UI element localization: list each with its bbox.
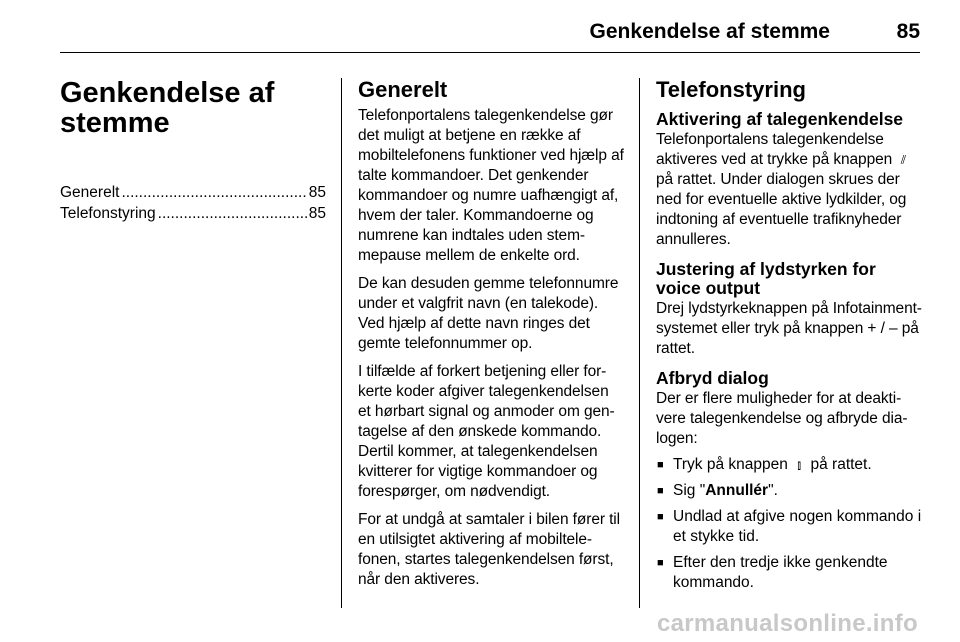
paragraph-activation bbox=[656, 130, 922, 250]
toc-label: Generelt bbox=[60, 184, 120, 201]
text: Tryk på knappen bbox=[673, 456, 793, 473]
chapter-title-line1: Genkendelse af bbox=[60, 77, 275, 109]
list-item bbox=[656, 455, 922, 475]
phone-column bbox=[656, 78, 922, 599]
subheading-abort: Afbryd dialog bbox=[656, 368, 769, 388]
paragraph: I tilfælde af forkert betjening eller forkerte koder afgiver talegenkendelsen et hørbart signal og anmoder om gentagelse af den ønskede kommando. Dertil kommer, at talegenkendelsen kvitterer for vigtige kommandoer og forespørger, om nødvendigt. bbox=[358, 363, 615, 500]
text: på rattet. Under dialogen skrues der ned for eventuelle aktive lydkilder, og indtoning af eventuelle trafiknyheder annulleres. bbox=[656, 171, 907, 248]
toc-label: Telefonstyring bbox=[60, 205, 156, 222]
subheading-volume: Justering af lydstyrken for voice output bbox=[656, 259, 876, 298]
general-column bbox=[358, 78, 624, 598]
chapter-title bbox=[60, 78, 326, 138]
list-item: ■ Undlad at afgive nogen kommando i et stykke tid. bbox=[656, 507, 922, 547]
column-divider-1 bbox=[341, 78, 342, 608]
page-header bbox=[60, 12, 920, 53]
voice-button-icon: ⫽ bbox=[900, 153, 906, 167]
abort-list bbox=[656, 455, 922, 593]
subheading-activation: Aktivering af talegenkendelse bbox=[656, 109, 904, 129]
paragraph: Telefonportalens talegenkendelse gør det muligt at betjene en række af mobiltelefonens funktioner ved hjælp af talte kommandoer. Det genkender kommandoer og numre uafhængigt af, hvem der taler. Kommandoerne og numrene kan indtales uden stemmepause mellem de enkelte ord. bbox=[358, 107, 624, 264]
chapter-column bbox=[60, 78, 326, 224]
column-divider-2 bbox=[639, 78, 640, 608]
toc-entry-telefonstyring[interactable] bbox=[60, 203, 326, 224]
paragraph-abort: Der er flere muligheder for at deaktivere talegenkendelse og afbryde dialogen: bbox=[656, 390, 908, 447]
toc-entry-generelt[interactable] bbox=[60, 182, 326, 203]
list-item: ■ Efter den tredje ikke genkendte kommando. bbox=[656, 553, 922, 593]
watermark: carmanualsonline.info bbox=[656, 610, 918, 637]
paragraph-volume: Drej lydstyrkeknappen på Infotainment-systemet eller tryk på knappen + / – på rattet. bbox=[656, 300, 922, 357]
toc-leader bbox=[158, 203, 307, 224]
paragraph: De kan desuden gemme telefonnumre under et valgfrit navn (en talekode). Ved hjælp af dette navn ringes det gemte telefonnummer op. bbox=[358, 275, 619, 352]
section-heading-generelt: Generelt bbox=[358, 77, 448, 102]
toc-page: 85 bbox=[308, 205, 326, 222]
list-item bbox=[656, 481, 922, 501]
toc-leader bbox=[121, 182, 306, 203]
text: på rattet. bbox=[806, 456, 872, 473]
page-number: 85 bbox=[896, 20, 920, 43]
text: Sig " bbox=[673, 482, 706, 499]
command-word: Annullér bbox=[705, 482, 769, 499]
hangup-button-icon: ⫾ bbox=[797, 458, 802, 472]
text: Telefonportalens talegenkendelse aktiveres ved at trykke på knappen bbox=[656, 131, 897, 168]
chapter-title-line2: stemme bbox=[60, 107, 170, 139]
header-title: Genkendelse af stemme bbox=[589, 20, 830, 43]
section-heading-telefonstyring: Telefonstyring bbox=[656, 77, 806, 102]
paragraph: For at undgå at samtaler i bilen fører til en utilsigtet aktivering af mobiltelefonen, startes talegenkendelsen først, når den aktiveres. bbox=[358, 511, 620, 588]
toc-page: 85 bbox=[308, 184, 326, 201]
text: ". bbox=[768, 482, 778, 499]
